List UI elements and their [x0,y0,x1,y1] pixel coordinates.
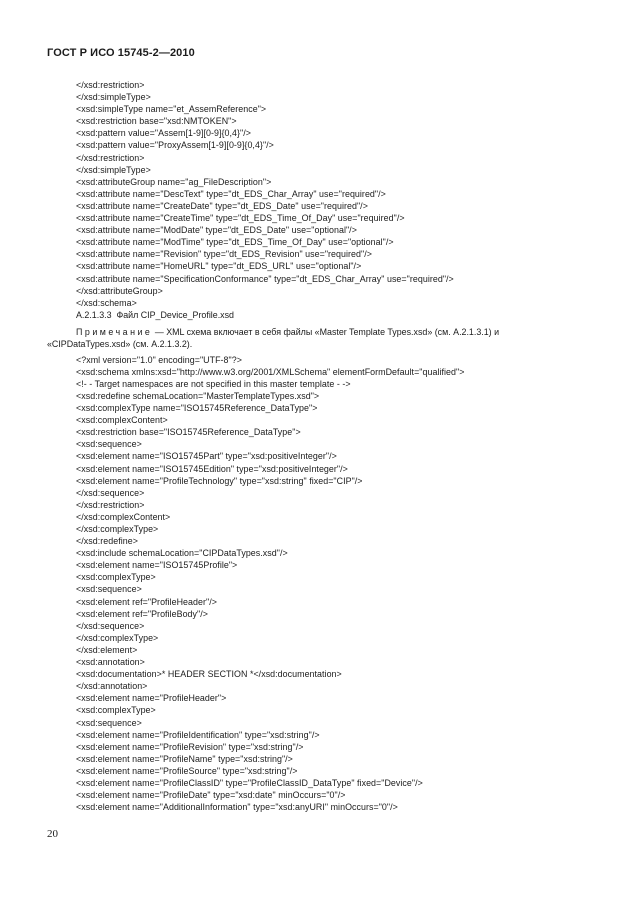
code-line: <xsd:element name="ProfileHeader"> [76,693,227,704]
code-line: <xsd:redefine schemaLocation="MasterTemplateTypes.xsd"> [76,390,320,401]
code-line: </xsd:complexType> [76,524,159,534]
subsection-number: A.2.1.3.3 [76,309,112,320]
code-line: <xsd:attribute name="Revision" type="dt_EDS_Revision" use="required"/> [76,249,372,260]
code-line: <xsd:annotation> [76,657,145,668]
code-line: <xsd:complexContent> [76,415,168,426]
code-line: </xsd:redefine> [76,536,138,547]
code-line: <xsd:element name="ISO15745Profile"> [76,560,238,571]
page-content [47,79,596,813]
code-line: <xsd:element name="ProfileIdentification" type="xsd:string"/> [76,729,320,740]
code-line: <xsd:include schemaLocation="CIPDataTypes.xsd"/> [76,548,288,559]
code-line: <xsd:attribute name="CreateTime" type="dt_EDS_Time_Of_Day" use="required"/> [76,213,405,224]
code-line: <xsd:schema xmlns:xsd="http://www.w3.org/2001/XMLSchema" elementFormDefault="qualified"> [76,366,465,377]
code-line: </xsd:schema> [76,297,137,308]
code-line: </xsd:restriction> [76,80,145,90]
code-line: <xsd:sequence> [76,584,142,595]
code-line: <xsd:attribute name="SpecificationConformance" type="dt_EDS_Char_Array" use="required"/> [76,273,454,284]
code-line: <!- - Target namespaces are not specified in this master template - -> [76,378,351,389]
code-line: </xsd:element> [76,644,138,655]
code-line: <xsd:attribute name="ModDate" type="dt_EDS_Date" use="optional"/> [76,225,357,236]
code-line: <xsd:attributeGroup name="ag_FileDescription"> [76,176,272,187]
code-line: <xsd:attribute name="ModTime" type="dt_EDS_Time_Of_Day" use="optional"/> [76,237,394,248]
code-line: <xsd:complexType> [76,705,156,716]
code-line: </xsd:attributeGroup> [76,285,163,296]
code-line: <xsd:pattern value="ProxyAssem[1-9][0-9]{0,4}"/> [76,140,274,151]
code-line: <xsd:element name="ISO15745Part" type="xsd:positiveInteger"/> [76,451,337,462]
code-line: <xsd:element name="ProfileRevision" type="xsd:string"/> [76,741,304,752]
code-line: <xsd:attribute name="CreateDate" type="dt_EDS_Date" use="required"/> [76,200,368,211]
code-line: <xsd:element name="AdditionalInformation" type="xsd:anyURI" minOccurs="0"/> [76,802,398,813]
xsd-code-block-2 [76,354,596,814]
subsection-title: Файл CIP_Device_Profile.xsd [116,309,234,320]
note-label: Примечание [76,326,153,337]
code-line: </xsd:simpleType> [76,92,151,103]
code-line: <xsd:element name="ProfileName" type="xsd:string"/> [76,753,293,764]
code-line: </xsd:restriction> [76,152,145,163]
code-line: <xsd:element ref="ProfileBody"/> [76,608,208,619]
code-line: </xsd:complexType> [76,632,159,643]
code-line: </xsd:annotation> [76,681,148,692]
code-line: <xsd:element ref="ProfileHeader"/> [76,596,217,607]
note-dash: — [152,326,167,337]
code-line: <xsd:element name="ProfileClassID" type="ProfileClassID_DataType" fixed="Device"/> [76,777,423,788]
code-line: <xsd:attribute name="DescText" type="dt_EDS_Char_Array" use="required"/> [76,188,386,199]
code-line: </xsd:sequence> [76,487,145,498]
code-line: <xsd:pattern value="Assem[1-9][0-9]{0,4}"/> [76,128,251,139]
page-number: 20 [47,828,58,840]
code-line: <xsd:documentation>* HEADER SECTION *</xsd:documentation> [76,669,342,680]
note-text: XML схема включает в себя файлы «Master Template Types.xsd» (см. A.2.1.3.1) и «CIPDataTypes.xsd» (см. A.2.1.3.2). [47,326,500,350]
code-line: </xsd:simpleType> [76,164,151,175]
code-line: <?xml version="1.0" encoding="UTF-8"?> [76,354,242,365]
subsection-heading [76,309,596,321]
code-line: <xsd:element name="ProfileDate" type="xsd:date" minOccurs="0"/> [76,790,346,801]
code-line: <xsd:sequence> [76,717,142,728]
code-line: <xsd:element name="ProfileTechnology" type="xsd:string" fixed="CIP"/> [76,475,363,486]
code-line: <xsd:complexType> [76,572,156,583]
code-line: </xsd:complexContent> [76,511,171,522]
code-line: <xsd:restriction base="xsd:NMTOKEN"> [76,116,237,127]
code-line: </xsd:restriction> [76,499,145,510]
code-line: <xsd:restriction base="ISO15745Reference_DataType"> [76,427,301,438]
note-paragraph [47,326,582,351]
code-line: <xsd:element name="ProfileSource" type="xsd:string"/> [76,765,298,776]
code-line: <xsd:complexType name="ISO15745Reference_DataType"> [76,403,318,414]
xsd-code-block-1 [76,79,596,309]
document-header: ГОСТ Р ИСО 15745-2—2010 [47,47,195,59]
code-line: </xsd:sequence> [76,620,145,631]
code-line: <xsd:attribute name="HomeURL" type="dt_EDS_URL" use="optional"/> [76,261,362,272]
code-line: <xsd:sequence> [76,439,142,450]
code-line: <xsd:element name="ISO15745Edition" type="xsd:positiveInteger"/> [76,463,348,474]
code-line: <xsd:simpleType name="et_AssemReference"> [76,104,267,115]
